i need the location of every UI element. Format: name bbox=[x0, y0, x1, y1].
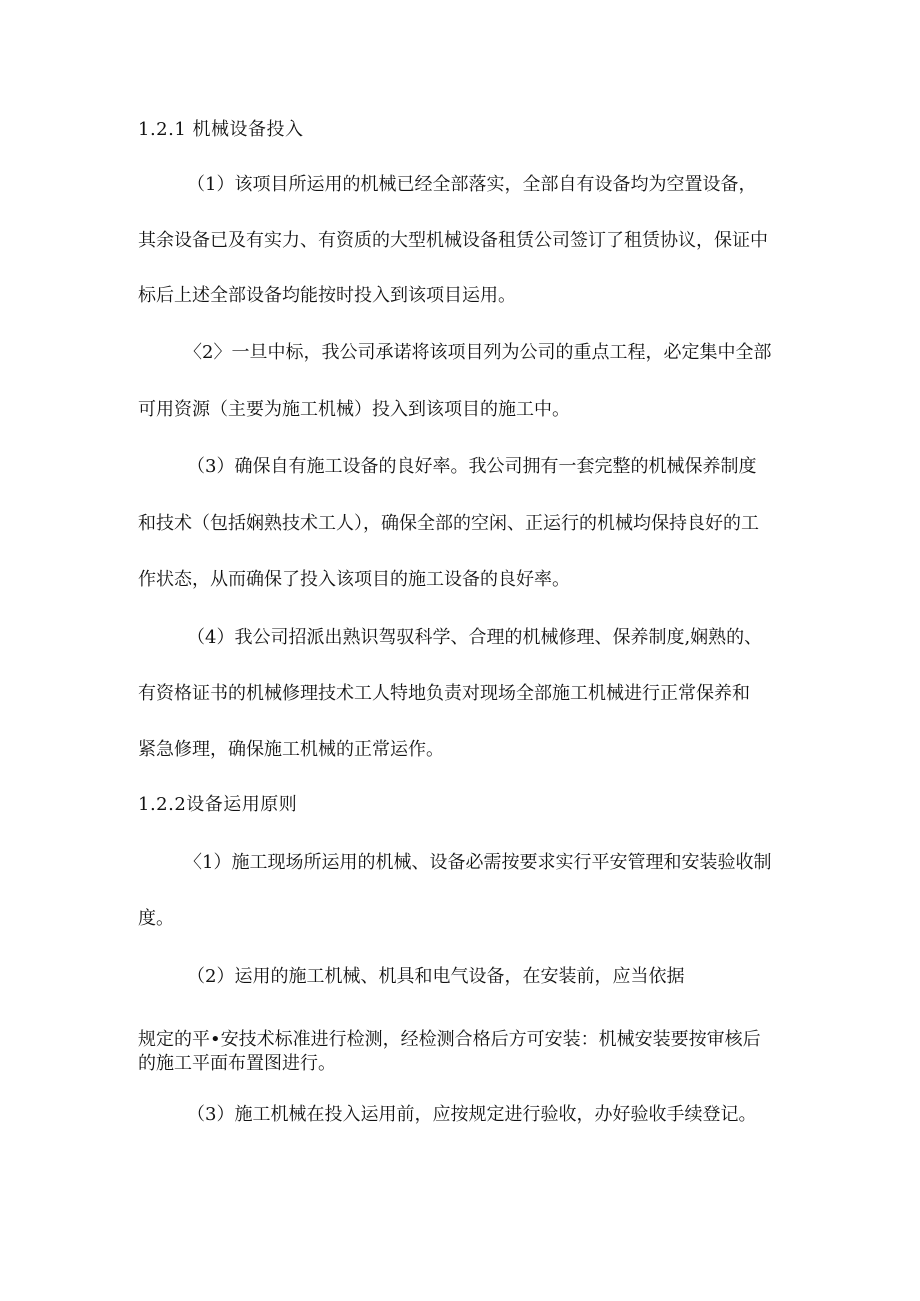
paragraph-line: 〈1）施工现场所运用的机械、设备必需按要求实行平安管理和安装验收制 bbox=[184, 852, 772, 873]
paragraph-line: （3）施工机械在投入运用前，应按规定进行验收，办好验收手续登记。 bbox=[187, 1104, 757, 1125]
paragraph-line: 有资格证书的机械修理技术工人特地负责对现场全部施工机械进行正常保养和 bbox=[138, 683, 750, 704]
paragraph-line: （2）运用的施工机械、机具和电气设备，在安装前，应当依据 bbox=[187, 966, 685, 987]
paragraph-line: （3）确保自有施工设备的良好率。我公司拥有一套完整的机械保养制度 bbox=[187, 456, 757, 477]
section-heading-1-2-1: 1.2.1 机械设备投入 bbox=[138, 119, 304, 140]
paragraph-line: 可用资源（主要为施工机械）投入到该项目的施工中。 bbox=[138, 399, 570, 420]
paragraph-line: 作状态，从而确保了投入该项目的施工设备的良好率。 bbox=[138, 569, 570, 590]
paragraph-line: 和技术（包括娴熟技术工人），确保全部的空闲、正运行的机械均保持良好的工 bbox=[138, 513, 759, 534]
paragraph-line: 其余设备已及有实力、有资质的大型机械设备租赁公司签订了租赁协议，保证中 bbox=[138, 230, 768, 251]
paragraph-line: 的施工平面布置图进行。 bbox=[138, 1053, 336, 1074]
section-heading-1-2-2: 1.2.2设备运用原则 bbox=[138, 794, 298, 815]
paragraph-line: （1）该项目所运用的机械已经全部落实，全部自有设备均为空置设备， bbox=[187, 174, 757, 195]
paragraph-line: 规定的平•安技术标准进行检测，经检测合格后方可安装：机械安装要按审核后 bbox=[138, 1029, 761, 1050]
paragraph-line: 〈2〉一旦中标，我公司承诺将该项目列为公司的重点工程，必定集中全部 bbox=[184, 342, 772, 363]
paragraph-line: 度。 bbox=[138, 908, 174, 929]
paragraph-line: （4）我公司招派出熟识驾驭科学、合理的机械修理、保养制度,娴熟的、 bbox=[187, 627, 763, 648]
paragraph-line: 紧急修理，确保施工机械的正常运作。 bbox=[138, 739, 444, 760]
paragraph-line: 标后上述全部设备均能按时投入到该项目运用。 bbox=[138, 285, 516, 306]
